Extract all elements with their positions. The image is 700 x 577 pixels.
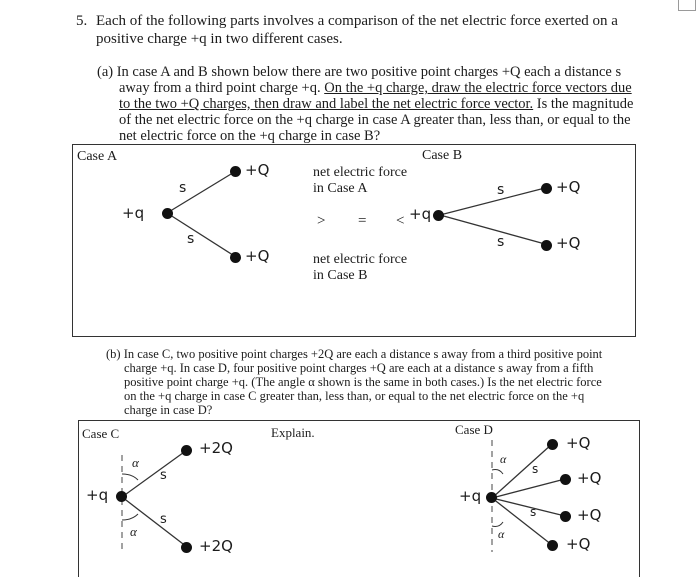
case-c-alpha-lower: α	[130, 524, 137, 539]
case-a-upper-Q-label: +Q	[245, 161, 270, 179]
part-b-line-3: positive point charge +q. (The angle α shown is the same in both cases.) Is the net electric force	[124, 375, 602, 389]
case-b-lower-Q-label: +Q	[556, 234, 581, 252]
case-d-Q3-charge	[560, 511, 571, 522]
compare-less[interactable]: <	[396, 213, 405, 229]
part-b-line-2: charge +q. In case D, four positive point charges +Q are each at a distance s away from a fifth	[124, 361, 594, 375]
part-a-line-1: (a) In case A and B shown below there are two positive point charges +Q each a distance s	[97, 64, 622, 80]
question-intro-line-1: Each of the following parts involves a comparison of the net electric force exerted on a	[96, 13, 618, 29]
case-c-q-charge	[116, 491, 127, 502]
case-b-s-lower: s	[497, 234, 505, 250]
case-a-s-upper: s	[179, 180, 187, 196]
case-d-s-upper: s	[532, 462, 539, 476]
case-d-alpha-upper: α	[500, 452, 507, 466]
compare-greater[interactable]: >	[317, 213, 326, 229]
case-c-alpha-upper: α	[132, 455, 139, 470]
case-c-s-upper: s	[160, 468, 167, 483]
case-c-label: Case C	[82, 426, 120, 441]
compare-equal[interactable]: =	[358, 213, 367, 229]
case-a-q-label: +q	[122, 204, 145, 222]
case-a-s-lower: s	[187, 231, 195, 247]
case-d-Q4-label: +Q	[566, 535, 591, 553]
case-d-label: Case D	[455, 422, 493, 437]
case-c-s-lower: s	[160, 512, 167, 527]
case-b-lower-Q-charge	[541, 240, 552, 251]
case-c-upper-2Q-charge	[181, 445, 192, 456]
case-b-q-label: +q	[409, 205, 432, 223]
case-a-label: Case A	[77, 149, 118, 164]
case-d-s-lower: s	[530, 505, 537, 519]
case-d-alpha-lower: α	[498, 527, 505, 541]
part-b-line-5: charge in case D?	[124, 403, 213, 417]
case-c-lower-2Q-label: +2Q	[199, 537, 233, 555]
question-number: 5.	[76, 13, 88, 29]
case-c-upper-2Q-label: +2Q	[199, 439, 233, 457]
net-force-b-line-2: in Case B	[313, 268, 368, 283]
part-a-line-5: net electric force on the +q charge in case B?	[119, 128, 381, 144]
case-a-lower-Q-charge	[230, 252, 241, 263]
case-d-Q4-charge	[547, 540, 558, 551]
case-b-upper-Q-label: +Q	[556, 178, 581, 196]
case-a-q-charge	[162, 208, 173, 219]
case-b-q-charge	[433, 210, 444, 221]
case-d-q-charge	[486, 492, 497, 503]
case-d-Q2-label: +Q	[577, 469, 602, 487]
explain-label: Explain.	[271, 425, 315, 440]
net-force-a-line-1: net electric force	[313, 165, 408, 180]
net-force-b-line-1: net electric force	[313, 252, 408, 267]
case-d-Q2-charge	[560, 474, 571, 485]
case-c-lower-2Q-charge	[181, 542, 192, 553]
part-b-line-4: on the +q charge in case C greater than, less than, or equal to the net electric force on the +q	[124, 389, 585, 403]
part-a-line-2: away from a third point charge +q. On the +q charge, draw the electric force vectors due	[119, 80, 632, 96]
case-d-Q1-label: +Q	[566, 434, 591, 452]
part-b-line-1: (b) In case C, two positive point charges +2Q are each a distance s away from a third positive point	[106, 347, 603, 361]
case-d-Q1-charge	[547, 439, 558, 450]
case-b-label: Case B	[422, 148, 463, 163]
case-d-q-label: +q	[459, 487, 482, 505]
part-a-line-4: of the net electric force on the +q charge in case A greater than, less than, or equal to the	[119, 112, 631, 128]
case-a-lower-Q-label: +Q	[245, 247, 270, 265]
case-b-s-upper: s	[497, 182, 505, 198]
part-a-line-3: to the two +Q charges, then draw and label the net electric force vector. Is the magnitude	[119, 96, 634, 112]
net-force-a-line-2: in Case A	[313, 181, 368, 196]
case-a-upper-Q-charge	[230, 166, 241, 177]
case-d-Q3-label: +Q	[577, 506, 602, 524]
question-intro-line-2: positive charge +q in two different cases.	[96, 31, 343, 47]
case-c-q-label: +q	[86, 486, 109, 504]
case-b-upper-Q-charge	[541, 183, 552, 194]
